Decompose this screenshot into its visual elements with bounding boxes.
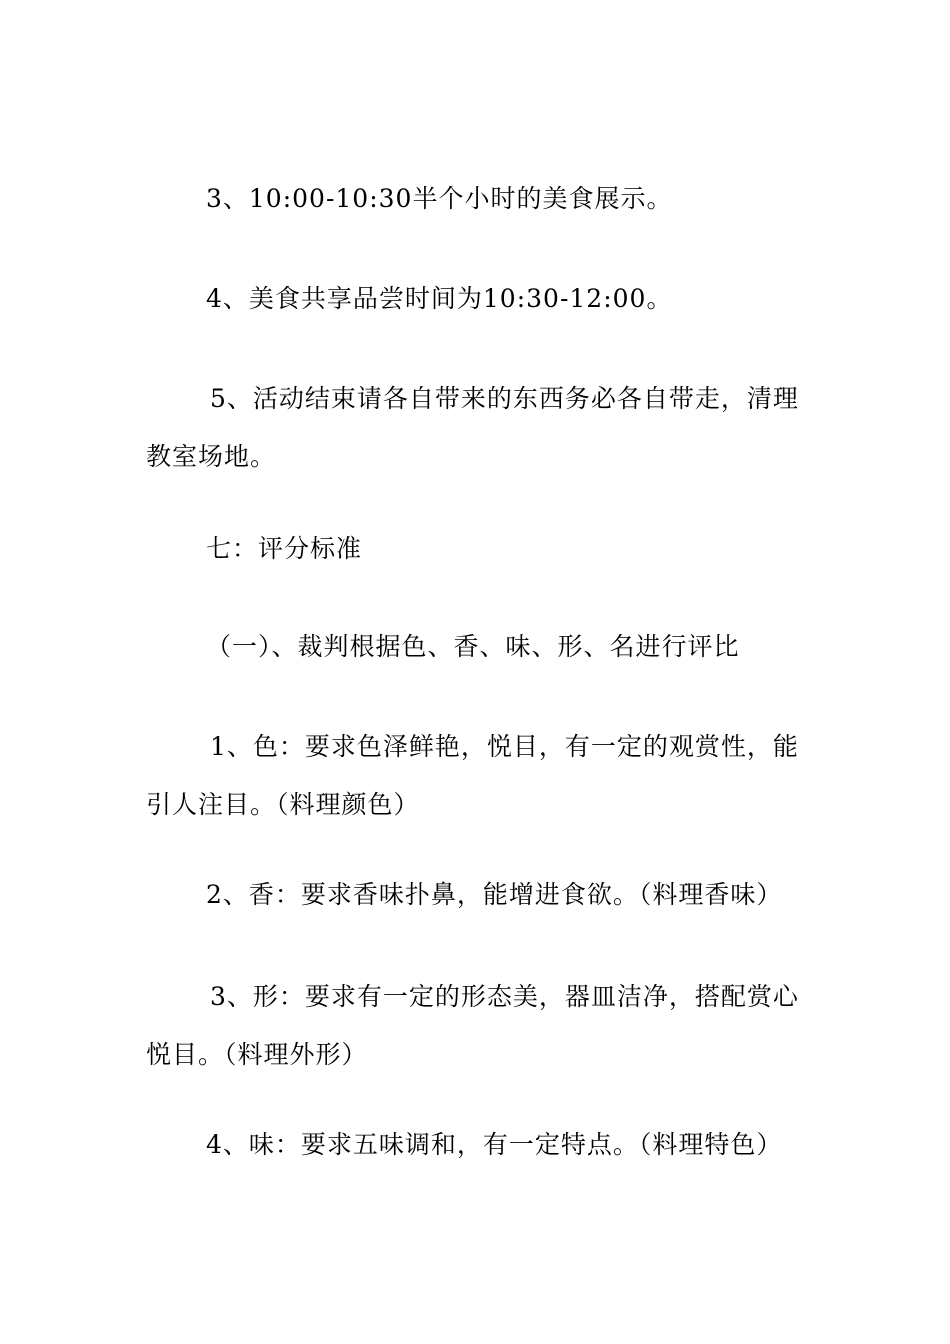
paragraph-line: 4、味：要求五味调和，有一定特点。（料理特色） <box>206 1130 783 1159</box>
paragraph-item-3 <box>146 170 810 228</box>
heading-line: 七：评分标准 <box>206 534 363 563</box>
criterion-color <box>146 718 810 834</box>
paragraph-line: 教室场地。 <box>146 442 277 471</box>
paragraph-line: 3、10:00-10:30半个小时的美食展示。 <box>206 184 673 213</box>
heading-line: （一）、裁判根据色、香、味、形、名进行评比 <box>206 632 740 661</box>
paragraph-item-4 <box>146 270 810 328</box>
criterion-taste <box>146 1116 810 1174</box>
paragraph-line: 悦目。（料理外形） <box>146 1040 368 1069</box>
paragraph-line: 引人注目。（料理颜色） <box>146 790 420 819</box>
paragraph-line: 2、香：要求香味扑鼻，能增进食欲。（料理香味） <box>206 880 783 909</box>
paragraph-line: 3、形：要求有一定的形态美，器皿洁净，搭配赏心 <box>210 982 799 1011</box>
paragraph-item-5 <box>146 370 810 486</box>
paragraph-line: 1、色：要求色泽鲜艳，悦目，有一定的观赏性，能 <box>210 732 799 761</box>
criterion-aroma <box>146 866 810 924</box>
criterion-shape <box>146 968 810 1084</box>
paragraph-line: 4、美食共享品尝时间为10:30-12:00。 <box>206 284 673 313</box>
paragraph-line: 5、活动结束请各自带来的东西务必各自带走，清理 <box>210 384 799 413</box>
section-heading <box>146 520 810 578</box>
subsection-heading <box>146 618 810 676</box>
